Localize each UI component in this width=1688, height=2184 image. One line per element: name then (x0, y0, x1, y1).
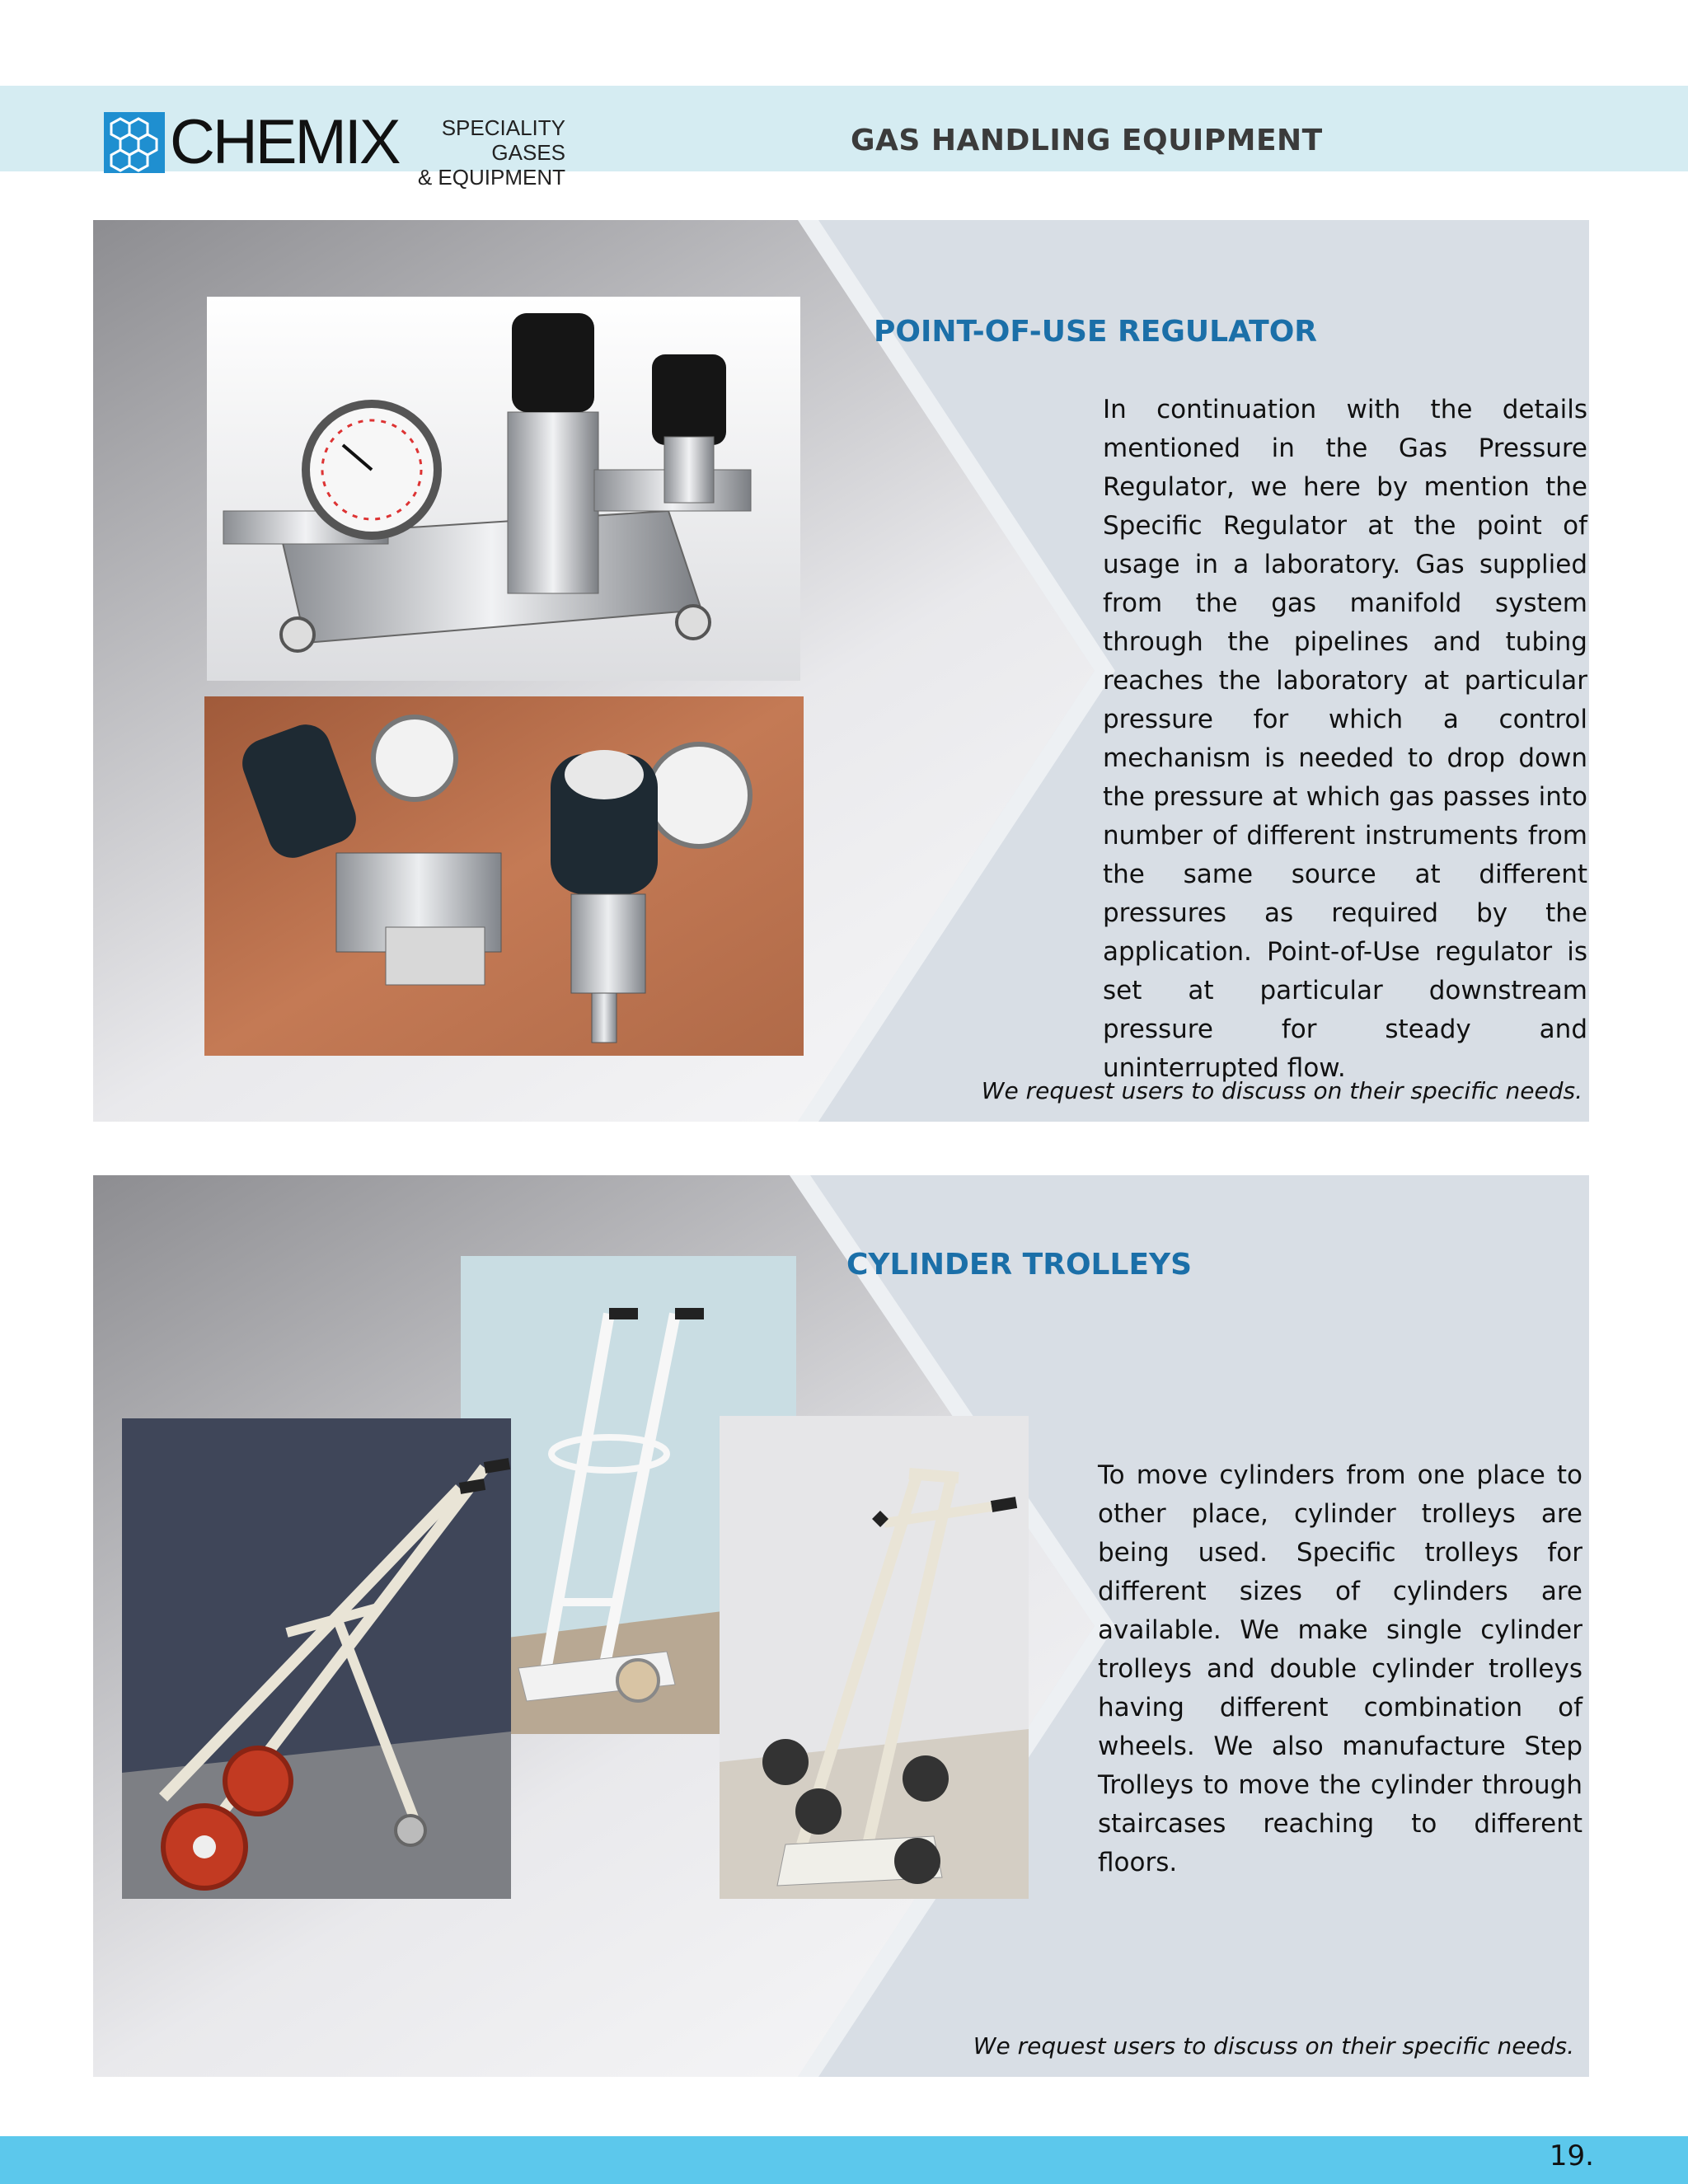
section-body-regulator: In continuation with the details mentioned in the Gas Pressure Regulator, we here by mention the Specific Regulator at the point of usage in a laboratory. Gas supplied from the gas manifold system through the pipelines and tubing reaches the laboratory at particular pressure for which a control mechanism is needed to drop down the pressure at which gas passes into number of different instruments from the same source at different pressures as required by the application. Point-of-Use regulator is set at particular downstream pressure for steady and uninterrupted flow. (1103, 395, 1587, 1083)
page-number: 19. (1549, 2139, 1594, 2172)
page-title: GAS HANDLING EQUIPMENT (851, 124, 1323, 157)
double-cylinder-trolley-illustration (122, 1418, 511, 1899)
trolleys-section (93, 1175, 1589, 2077)
regulators-on-table-illustration (204, 696, 804, 1056)
hexagon-logo-icon (104, 112, 165, 173)
logo-wordmark: CHEMIX (170, 107, 399, 177)
chemix-logo (104, 107, 565, 190)
section-note-regulator: We request users to discuss on their specific needs. (981, 1077, 1582, 1104)
logo-tagline (373, 115, 565, 190)
footer-band (0, 2136, 1688, 2184)
section-note-trolleys: We request users to discuss on their specific needs. (973, 2032, 1574, 2060)
section-body-trolleys: To move cylinders from one place to other place, cylinder trolleys are being used. Specific trolleys for different sizes of cylinders are available. We make single cylinder trolleys and double cylinder trolleys having different combination of wheels. We also manufacture Step Trolleys to move the cylinder through staircases reaching to different floors. (1098, 1460, 1582, 1877)
trolley-photo-step (720, 1416, 1029, 1899)
logo-tagline-line1: SPECIALITY GASES (441, 115, 565, 165)
regulator-section (93, 220, 1589, 1122)
trolley-photo-double (122, 1418, 511, 1899)
section-title-regulator: POINT-OF-USE REGULATOR (874, 315, 1318, 349)
regulator-illustration (207, 297, 800, 681)
regulator-photo-top (207, 297, 800, 681)
step-trolley-illustration (720, 1416, 1029, 1899)
section-title-trolleys: CYLINDER TROLLEYS (846, 1248, 1193, 1282)
regulator-photo-bottom (204, 696, 804, 1056)
logo-tagline-line2: & EQUIPMENT (417, 165, 565, 190)
